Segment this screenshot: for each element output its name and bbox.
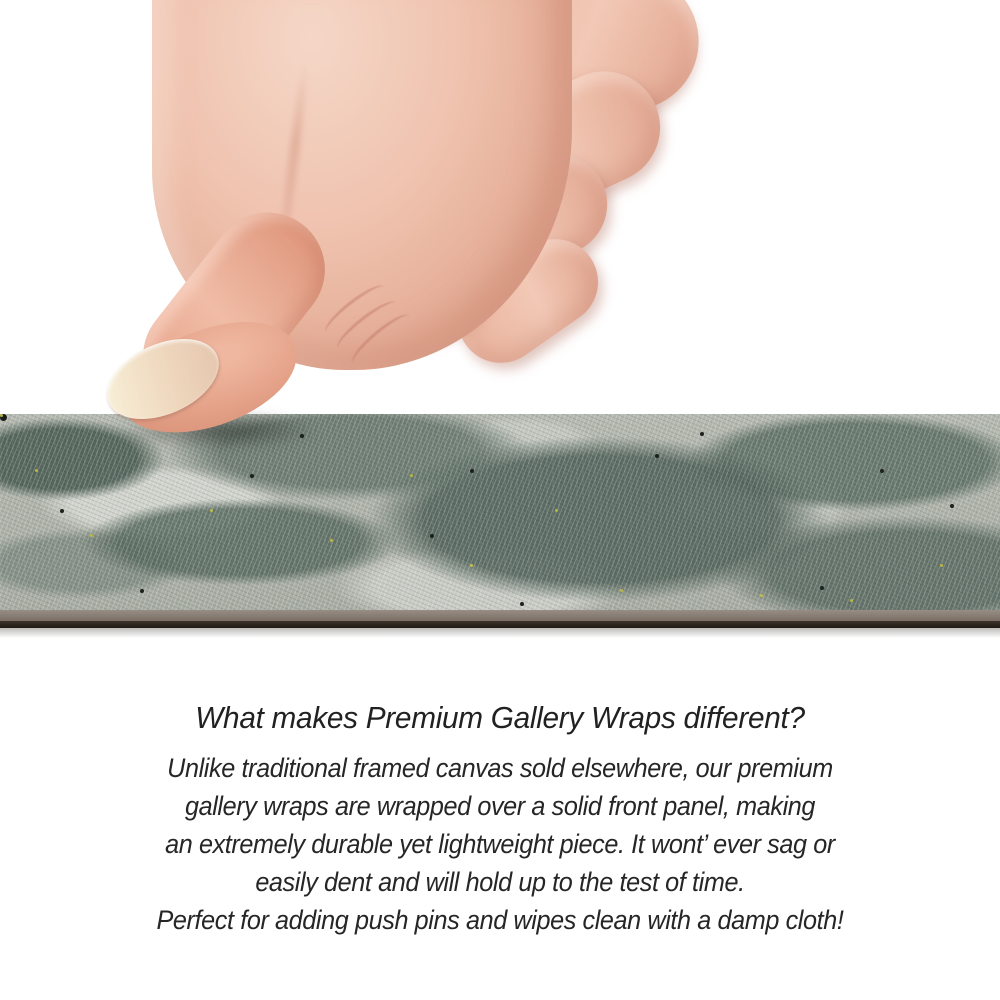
body-line-4: easily dent and will hold up to the test of time. bbox=[255, 867, 745, 897]
canvas-fold-strip bbox=[0, 610, 1000, 621]
body-line-5: Perfect for adding push pins and wipes clean with a damp cloth! bbox=[156, 905, 844, 935]
body-line-3: an extremely durable yet lightweight piece. It wont’ ever sag or bbox=[165, 829, 835, 859]
canvas-weave-texture bbox=[0, 414, 1000, 610]
canvas-edge-strip bbox=[0, 414, 1000, 630]
panel-drop-shadow bbox=[0, 628, 1000, 638]
panel-edge-line bbox=[0, 621, 1000, 628]
body-line-1: Unlike traditional framed canvas sold elsewhere, our premium bbox=[167, 753, 833, 783]
hand-photo bbox=[0, 0, 1000, 440]
headline: What makes Premium Gallery Wraps different? bbox=[195, 700, 805, 735]
marketing-copy bbox=[0, 700, 1000, 939]
body-line-2: gallery wraps are wrapped over a solid front panel, making bbox=[184, 791, 816, 821]
